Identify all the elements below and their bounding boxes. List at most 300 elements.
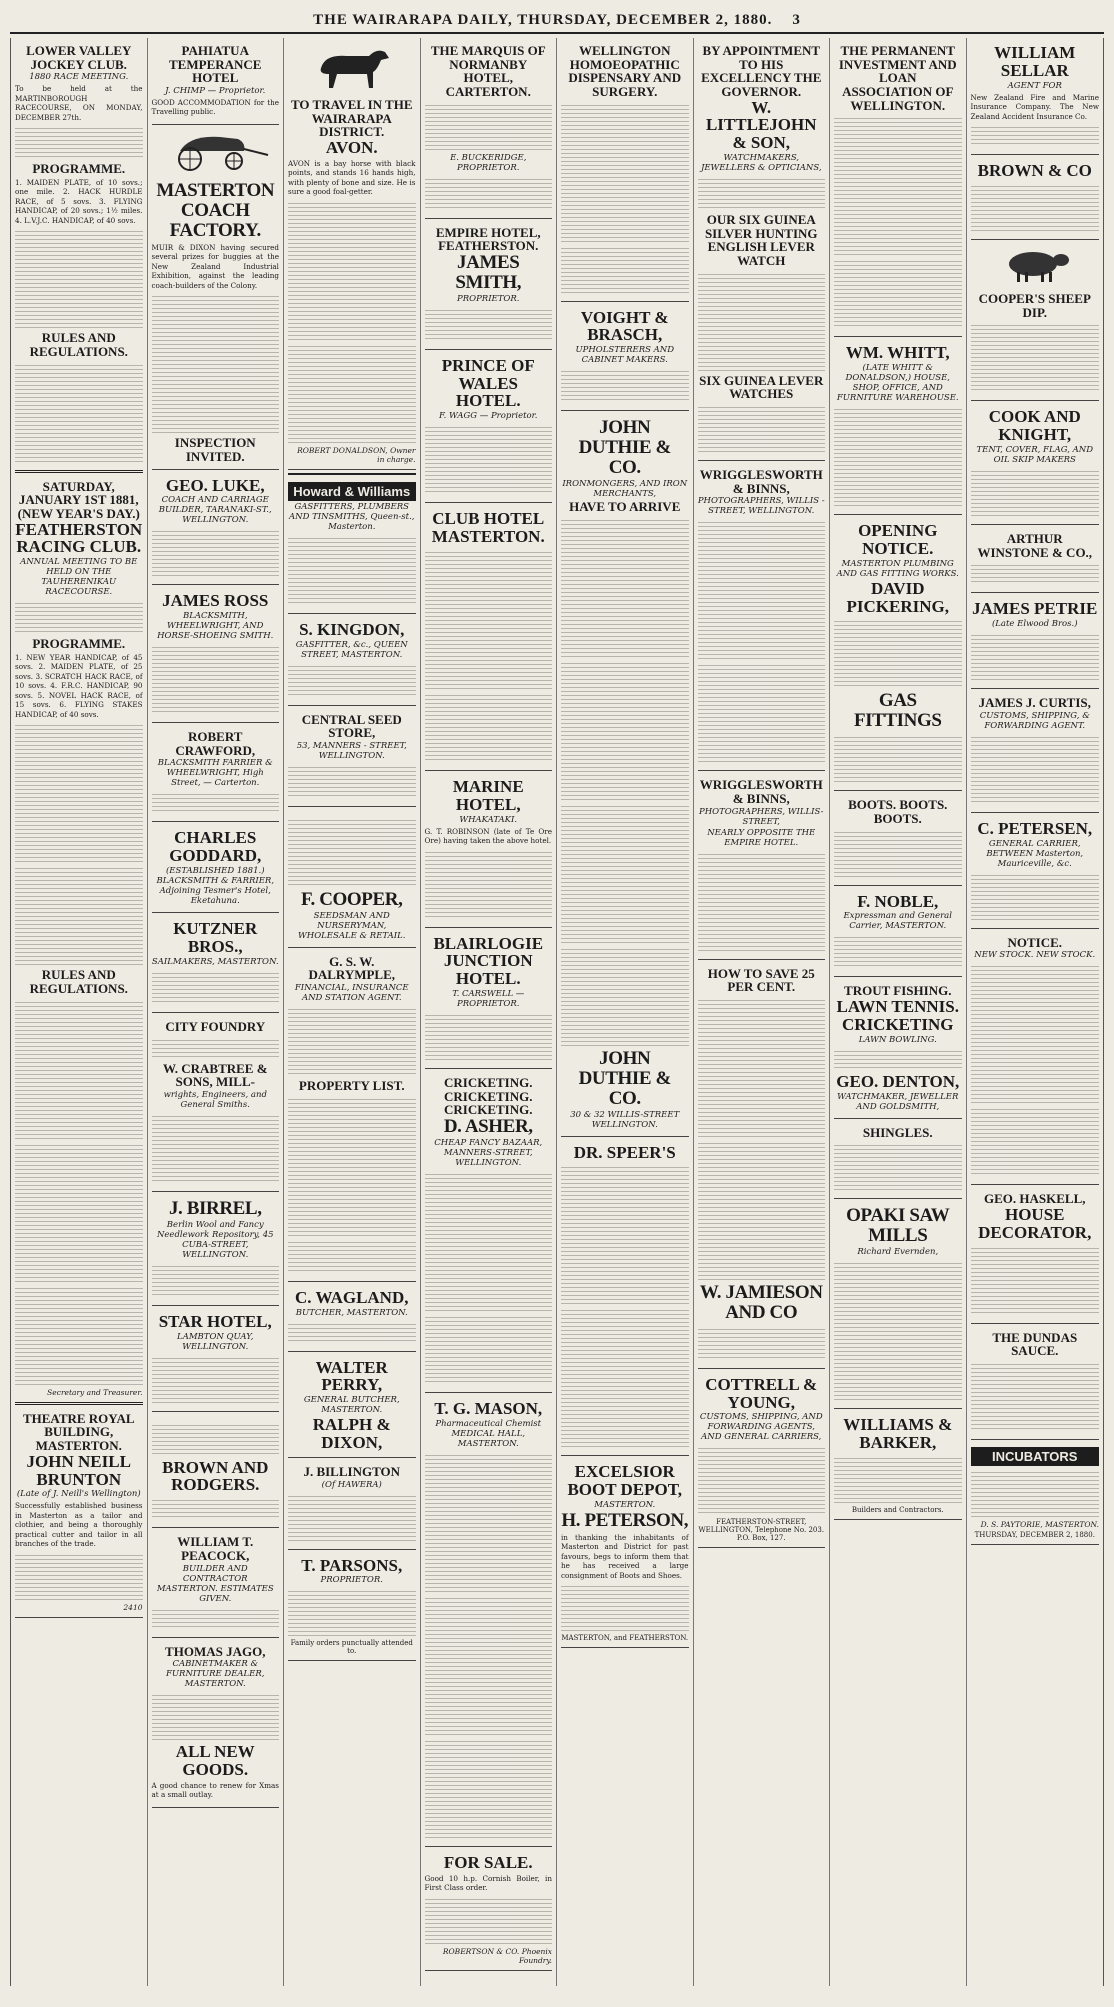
sailmaker-ad: [152, 916, 280, 1013]
billington-ad: [288, 1461, 416, 1550]
ad-signature: ROBERTSON & CO. Phoenix Foundry.: [442, 1946, 552, 1965]
ad-heading: THOMAS JAGO,: [165, 1643, 266, 1659]
ad-heading: GEO. HASKELL,: [984, 1191, 1086, 1207]
ad-subheading: 53, MANNERS - STREET, WELLINGTON.: [296, 740, 407, 761]
photographers-ad: [698, 464, 826, 771]
ad-heading: T. PARSONS,: [301, 1555, 403, 1575]
needlework-ad: [152, 1195, 280, 1306]
saw-mills-ad: [834, 1202, 962, 1409]
column-5: [557, 38, 694, 1986]
ad-heading: COTTRELL & YOUNG,: [705, 1374, 818, 1412]
ad-heading: EXCELSIOR BOOT DEPOT,: [567, 1462, 683, 1500]
text-block: [561, 803, 689, 943]
winstone-ad: [971, 528, 1100, 593]
ad-subheading: WATCHMAKER, JEWELLER AND GOLDSMITH,: [837, 1091, 959, 1112]
ad-footer: Builders and Contractors.: [851, 1505, 944, 1514]
text-block: [561, 368, 689, 402]
ad-heading: HAVE TO ARRIVE: [569, 499, 681, 515]
text-block: [152, 1497, 280, 1519]
text-block: [971, 872, 1100, 920]
text-block: [834, 406, 962, 506]
shingles-ad: [834, 1122, 962, 1200]
coachbuilder-ad: [152, 473, 280, 586]
ad-footer: Family orders punctually attended to.: [290, 1639, 413, 1656]
ad-body: MUIR & DIXON having secured several prizes for buggies at the New Zealand Industrial Exhibition, against the leading coach-builders of the Colony.: [151, 242, 279, 290]
upholsterers-ad: [561, 305, 689, 412]
ad-heading: PROGRAMME.: [32, 636, 126, 652]
ad-subheading: GASFITTER, &c., QUEEN STREET, MASTERTON.: [295, 639, 408, 660]
text-block: [698, 176, 826, 210]
star-hotel-ad: [152, 1309, 280, 1412]
text-block: [971, 468, 1100, 516]
ad-subheading: Richard Evernden,: [857, 1247, 939, 1258]
ad-heading: HOW TO SAVE 25 PER CENT.: [707, 965, 815, 995]
seed-store-ad: [288, 709, 416, 807]
text-block: [561, 245, 689, 293]
ad-heading: BLAIRLOGIE JUNCTION HOTEL.: [433, 933, 544, 989]
text-block: [288, 1588, 416, 1636]
ad-heading: AVON.: [325, 137, 378, 157]
text-block: [152, 1263, 280, 1297]
text-block: [288, 663, 416, 697]
text-block: [425, 849, 553, 919]
ad-subheading: PROPRIETOR.: [456, 293, 520, 304]
text-block: [971, 322, 1100, 392]
goddard-ad: [152, 825, 280, 913]
text-block: [288, 817, 416, 887]
text-block: [971, 632, 1100, 680]
ironmongers-ad: [561, 414, 689, 1136]
ad-heading: T. G. MASON,: [434, 1399, 543, 1419]
ad-subheading: CHEAP FANCY BAZAAR, MANNERS-STREET, WELLINGTON.: [434, 1138, 543, 1169]
text-block: [152, 1355, 280, 1403]
tailor-ad: [15, 1408, 143, 1618]
ad-heading: WM. WHITT,: [845, 343, 950, 363]
text-block: [425, 1171, 553, 1311]
ad-heading: RALPH & DIXON,: [312, 1415, 391, 1453]
ad-heading: COOK AND KNIGHT,: [988, 407, 1081, 445]
station-agent-ad: [288, 951, 416, 1282]
ad-subheading: COACH AND CARRIAGE BUILDER, TARANAKI-ST., WELLINGTON.: [158, 495, 272, 526]
text-block: [971, 1106, 1100, 1176]
text-block: [425, 692, 553, 762]
sheep-illustration-icon: [971, 244, 1100, 284]
text-block: [15, 1285, 143, 1385]
masthead: [10, 8, 1104, 34]
ad-heading: EMPIRE HOTEL, FEATHERSTON.: [435, 224, 541, 254]
text-block: [15, 1552, 143, 1600]
ad-subheading: BLACKSMITH FARRIER & WHEELWRIGHT, High Street, — Carterton.: [157, 758, 273, 789]
column-6: [694, 38, 831, 1986]
ad-heading: C. PETERSEN,: [977, 818, 1093, 838]
ad-heading: WALTER PERRY,: [315, 1357, 388, 1395]
builders-ad: [152, 1415, 280, 1529]
page-number: 3: [792, 11, 801, 28]
ad-heading: JAMES J. CURTIS,: [978, 695, 1091, 711]
text-block: [15, 362, 143, 462]
coach-factory-ad: [152, 177, 280, 470]
text-block: [834, 1455, 962, 1503]
ad-heading: W. LITTLEJOHN & SON,: [705, 97, 817, 153]
text-block: [425, 1452, 553, 1592]
ad-subheading: BUTCHER, MASTERTON.: [295, 1307, 408, 1318]
ad-heading: S. KINGDON,: [299, 619, 405, 639]
ad-subheading: WATCHMAKERS, JEWELLERS & OPTICIANS,: [700, 153, 822, 174]
ad-heading: THEATRE ROYAL BUILDING, MASTERTON.: [22, 1410, 135, 1454]
blacksmith-ad: [152, 588, 280, 723]
ad-subheading: SAILMAKERS, MASTERTON.: [151, 956, 279, 967]
text-block: [15, 999, 143, 1139]
ad-heading: CRICKETING. CRICKETING. CRICKETING.: [444, 1075, 533, 1118]
divider: [288, 473, 416, 475]
save-25-ad: [698, 963, 826, 1369]
ad-heading: F. COOPER,: [301, 888, 403, 910]
boiler-sale-ad: [425, 1850, 553, 1971]
text-block: [971, 562, 1100, 584]
text-block: [152, 1037, 280, 1059]
ad-heading: CHARLES GODDARD,: [169, 828, 262, 866]
insurance-agent-ad: [971, 40, 1100, 155]
sports-goods-ad: [834, 980, 962, 1118]
ad-subheading: CABINETMAKER & FURNITURE DEALER, MASTERTON.: [165, 1659, 265, 1690]
petrie-ad: [971, 596, 1100, 689]
text-block: [971, 963, 1100, 1103]
ad-heading: TROUT FISHING.: [844, 983, 952, 999]
ad-subheading: MASTERTON PLUMBING AND GAS FITTING WORKS.: [836, 558, 959, 579]
ad-subheading: 1880 RACE MEETING.: [29, 72, 129, 83]
ad-subheading: 30 & 32 WILLIS-STREET WELLINGTON.: [570, 1109, 680, 1130]
ad-heading: STAR HOTEL,: [158, 1311, 272, 1331]
text-block: [425, 1012, 553, 1060]
ad-heading: WILLIAM SELLAR: [994, 43, 1076, 80]
ad-heading: DAVID PICKERING,: [846, 578, 949, 616]
ad-heading: GEO. LUKE,: [165, 475, 265, 495]
ad-subheading: IRONMONGERS, AND IRON MERCHANTS,: [562, 479, 688, 500]
foundry-ad: [152, 1016, 280, 1192]
ad-subheading: PHOTOGRAPHERS, WILLIS - STREET, WELLINGTON.: [697, 496, 825, 517]
text-block: [15, 865, 143, 965]
ad-heading: WILLIAMS & BARKER,: [843, 1415, 953, 1452]
boot-depot-ad: [561, 1459, 689, 1648]
ad-heading: SIX GUINEA LEVER WATCHES: [699, 372, 824, 402]
ad-body: New Zealand Fire and Marine Insurance Company. The New Zealand Accident Insurance Co.: [970, 92, 1099, 121]
ad-heading: WRIGGLESWORTH & BINNS,: [699, 777, 823, 806]
text-block: [698, 519, 826, 659]
text-block: [288, 1493, 416, 1541]
prince-of-wales-ad: [425, 353, 553, 504]
text-block: [971, 1245, 1100, 1315]
ad-subheading: CUSTOMS, SHIPPING, & FORWARDING AGENT.: [979, 710, 1090, 731]
chemist-ad: [425, 1396, 553, 1847]
ad-body: Successfully established business in Masterton as a tailor and clothier, and being a thoroughly practical cutter and tailor in all branches of the trade.: [15, 1501, 143, 1549]
text-block: [425, 1896, 553, 1944]
ad-heading: WRIGGLESWORTH & BINNS,: [699, 466, 823, 496]
ad-heading: BROWN AND RODGERS.: [162, 1457, 269, 1495]
ad-subheading: UPHOLSTERERS AND CABINET MAKERS.: [575, 345, 675, 366]
ad-heading: PRINCE OF WALES HOTEL.: [441, 355, 535, 411]
blairlogie-hotel-ad: [425, 931, 553, 1070]
columns: [10, 38, 1104, 1986]
ad-heading: F. NOBLE,: [857, 891, 939, 911]
ad-subheading: NEW STOCK. NEW STOCK.: [974, 950, 1096, 961]
ad-body: in thanking the inhabitants of Masterton and District for past favours, begs to inform them that he has received a large consignment of Boots and Shoes.: [561, 1532, 689, 1580]
ad-footer: FEATHERSTON-STREET, WELLINGTON, Telephone No. 203. P.O. Box, 127.: [698, 1518, 825, 1543]
ad-heading: W. JAMIESON AND CO: [699, 1281, 823, 1323]
column-4: [421, 38, 558, 1986]
text-block: [288, 343, 416, 443]
ad-heading: ARTHUR WINSTONE & CO.,: [977, 531, 1093, 560]
homoeopathic-ad: [561, 40, 689, 302]
marine-hotel-ad: [425, 774, 553, 928]
text-block: [152, 1692, 280, 1740]
text-block: [425, 102, 553, 150]
text-block: [15, 228, 143, 328]
ad-heading: FOR SALE.: [443, 1852, 533, 1872]
text-block: [698, 997, 826, 1137]
text-block: [425, 424, 553, 494]
ad-heading: G. S. W. DALRYMPLE,: [308, 953, 396, 983]
ad-heading: CRICKETING: [842, 1014, 954, 1034]
ad-body: 1. NEW YEAR HANDICAP, of 45 sovs. 2. MAIDEN PLATE, of 25 sovs. 3. SCRATCH HACK RACE, of 10 sovs. 4. F.R.C. HANDICAP, 90 sovs. 5. NOVEL HACK RACE, of 15 sovs. 6. FLYING STAKES HANDICAP, of 40 sovs.: [15, 652, 143, 719]
ad-subheading: NEARLY OPPOSITE THE EMPIRE HOTEL.: [707, 827, 816, 848]
text-block: [152, 1607, 280, 1629]
ad-heading: LAWN TENNIS.: [836, 997, 959, 1017]
ad-heading: OPAKI SAW MILLS: [846, 1205, 950, 1247]
brown-co-ad: [971, 158, 1100, 240]
ad-signature: ROBERT DONALDSON, Owner in charge.: [297, 445, 416, 464]
ad-heading: J. BIRREL,: [168, 1197, 262, 1219]
ad-heading: D. ASHER,: [443, 1116, 533, 1138]
ad-heading: GAS FITTINGS: [853, 690, 942, 732]
text-block: [425, 307, 553, 341]
ad-subheading: ANNUAL MEETING TO BE HELD ON THE TAUHERENIKAU RACECOURSE.: [20, 557, 138, 598]
ad-heading: RULES AND REGULATIONS.: [29, 967, 128, 997]
ad-heading: PAHIATUA TEMPERANCE HOTEL: [169, 43, 262, 86]
column-2: [148, 38, 285, 1986]
ad-heading: VOIGHT & BRASCH,: [580, 307, 669, 345]
text-block: [288, 1096, 416, 1236]
text-block: [15, 125, 143, 159]
carrier-ad: [834, 889, 962, 978]
ad-banner: INCUBATORS: [971, 1447, 1100, 1466]
text-block: [152, 970, 280, 1004]
ad-heading: JAMES SMITH,: [455, 251, 522, 293]
ad-heading: JAMES ROSS: [162, 591, 269, 611]
ad-footer: MASTERTON, and FEATHERSTON.: [561, 1634, 689, 1643]
ad-heading: PROGRAMME.: [32, 161, 126, 177]
warehouse-ad: [834, 340, 962, 515]
parsons-ad: [288, 1553, 416, 1662]
horse-illustration-icon: [288, 44, 416, 90]
text-block: [152, 528, 280, 576]
cabinetmaker-ad: [152, 1641, 280, 1808]
ad-subheading: Berlin Wool and Fancy Needlework Repository, 45 CUBA-STREET, WELLINGTON.: [156, 1219, 274, 1260]
ad-heading: WILLIAM T. PEACOCK,: [177, 1534, 254, 1563]
ad-heading: CITY FOUNDRY: [165, 1018, 266, 1034]
ad-heading: CENTRAL SEED STORE,: [301, 711, 402, 741]
ad-subheading: wrights, Engineers, and General Smiths.: [163, 1089, 267, 1110]
ad-subheading: LAWN BOWLING.: [858, 1034, 937, 1045]
temperance-hotel-ad: [152, 40, 280, 125]
farrier-ad: [152, 726, 280, 822]
ad-banner: Howard & Williams: [288, 482, 416, 501]
new-stock-notice: [971, 932, 1100, 1186]
ad-subheading: F. WAGG — Proprietor.: [439, 411, 538, 422]
ad-subheading: Pharmaceutical Chemist MEDICAL HALL, MASTERTON.: [435, 1418, 542, 1449]
cricketing-ad: [425, 1072, 553, 1393]
text-block: [561, 1164, 689, 1304]
ad-body: 1. MAIDEN PLATE, of 10 sovs.; one mile. 2. HACK HURDLE RACE, of 5 sovs. 3. FLYING HANDICAP, of 20 sovs.; 1½ miles. 4. L.V.J.C. HANDICAP, of 40 sovs.: [15, 177, 143, 225]
ad-heading: SHINGLES.: [862, 1124, 933, 1140]
ad-heading: KUTZNER BROS.,: [173, 919, 258, 957]
normanby-hotel-ad: [425, 40, 553, 219]
text-block: [971, 734, 1100, 804]
ad-heading: C. WAGLAND,: [294, 1287, 409, 1307]
text-block: [698, 1445, 826, 1515]
ad-heading: MASTERTON COACH FACTORY.: [156, 179, 275, 241]
text-block: [561, 1307, 689, 1447]
boots-ad: [834, 794, 962, 885]
plumbers-ad: [288, 478, 416, 614]
text-block: [15, 722, 143, 862]
ad-subheading: PROPRIETOR.: [320, 1575, 383, 1586]
column-1: [11, 38, 148, 1986]
ad-subheading: PHOTOGRAPHERS, WILLIS-STREET,: [699, 806, 824, 827]
ad-heading: RULES AND REGULATIONS.: [29, 330, 128, 360]
decorator-ad: [971, 1188, 1100, 1323]
ad-subheading: GENERAL BUTCHER, MASTERTON.: [303, 1395, 400, 1416]
ad-subheading: (LATE WHITT & DONALDSON,) HOUSE, SHOP, OFFICE, AND FURNITURE WAREHOUSE.: [836, 363, 959, 404]
ad-heading: BOOTS. BOOTS. BOOTS.: [848, 797, 948, 826]
plumbing-works-ad: [834, 518, 962, 791]
ad-body: GOOD ACCOMMODATION for the Travelling public.: [151, 97, 279, 117]
featherston-racing-notice: [15, 476, 143, 1405]
text-block: [152, 1113, 280, 1183]
text-block: [152, 791, 280, 813]
text-block: [425, 176, 553, 210]
ad-heading: BROWN & CO: [977, 161, 1092, 181]
text-block: [15, 1142, 143, 1282]
ad-heading: JOHN DUTHIE & CO.: [578, 1047, 671, 1109]
text-block: [834, 829, 962, 877]
text-block: [425, 1738, 553, 1838]
ad-heading: H. PETERSON,: [561, 1510, 689, 1532]
ad-subheading: SEEDSMAN AND NURSERYMAN, WHOLESALE & RETAIL.: [298, 910, 406, 941]
ad-subheading: BLACKSMITH, WHEELWRIGHT, AND HORSE-SHOEING SMITH.: [157, 611, 274, 642]
ad-heading: J. BILLINGTON: [303, 1463, 401, 1479]
ad-subheading: GENERAL CARRIER, BETWEEN Masterton, Mauriceville, &c.: [986, 838, 1084, 869]
ad-heading: OPENING NOTICE.: [858, 521, 938, 558]
ad-heading: DR. SPEER'S: [573, 1142, 676, 1162]
ad-heading: OUR SIX GUINEA SILVER HUNTING ENGLISH LEVER WATCH: [704, 212, 818, 269]
ad-heading: LOWER VALLEY JOCKEY CLUB.: [26, 43, 132, 72]
ad-subheading: (Late of J. Neill's Wellington): [16, 1489, 141, 1500]
text-block: [834, 618, 962, 688]
ad-heading: NOTICE.: [1007, 934, 1063, 950]
ad-heading: SATURDAY, JANUARY 1ST 1881, (NEW YEAR'S DAY.): [17, 478, 140, 521]
ad-subheading: AGENT FOR: [1007, 80, 1062, 91]
peacock-ad: [152, 1531, 280, 1637]
ad-heading: THE MARQUIS OF NORMANBY HOTEL, CARTERTON.: [430, 43, 546, 99]
text-block: [561, 102, 689, 242]
ad-heading: JOHN NEILL BRUNTON: [26, 1451, 131, 1489]
text-block: [288, 1239, 416, 1273]
ad-subheading: WHAKATAKI.: [459, 814, 518, 825]
curtis-ad: [971, 692, 1100, 813]
ad-subheading: T. CARSWELL — PROPRIETOR.: [452, 989, 525, 1010]
text-block: [152, 1422, 280, 1456]
text-block: [425, 1314, 553, 1384]
ad-subheading: BUILDER AND CONTRACTOR MASTERTON. ESTIMATES GIVEN.: [156, 1563, 274, 1604]
text-block: [425, 549, 553, 689]
ad-heading: TO TRAVEL IN THE WAIRARAPA DISTRICT.: [290, 97, 413, 140]
text-block: [288, 200, 416, 340]
text-block: [152, 293, 280, 433]
ad-heading: ROBERT CRAWFORD,: [175, 729, 256, 758]
text-block: [834, 1260, 962, 1400]
watchmakers-ad: [698, 40, 826, 461]
gasfitter-ad: [288, 617, 416, 706]
ad-signature: Secretary and Treasurer.: [47, 1387, 143, 1397]
tent-makers-ad: [971, 404, 1100, 525]
text-block: [834, 934, 962, 968]
ad-subheading: FINANCIAL, INSURANCE AND STATION AGENT.: [294, 983, 409, 1004]
ad-heading: PROPERTY LIST.: [298, 1078, 405, 1094]
ad-number: 2410: [123, 1602, 143, 1612]
text-block: [834, 115, 962, 255]
shipping-agents-ad: [698, 1372, 826, 1549]
text-block: [561, 517, 689, 657]
ad-heading: JAMES PETRIE: [972, 599, 1098, 619]
text-block: [698, 1140, 826, 1280]
text-block: [561, 946, 689, 1046]
text-block: [288, 1006, 416, 1076]
carriage-illustration-icon: [152, 129, 280, 173]
ad-subheading: MASTERTON.: [594, 1500, 656, 1511]
masthead-title: THE WAIRARAPA DAILY, THURSDAY, DECEMBER 2, 1880.: [313, 11, 773, 28]
text-block: [834, 258, 962, 328]
ad-subheading: (ESTABLISHED 1881.) BLACKSMITH & FARRIER, Adjoining Tesmer's Hotel, Eketahuna.: [156, 866, 275, 907]
ad-heading: JOHN DUTHIE & CO.: [578, 417, 671, 479]
ad-heading: INSPECTION INVITED.: [174, 435, 256, 464]
loan-association-ad: [834, 40, 962, 337]
text-block: [288, 1321, 416, 1343]
ad-subheading: (Late Elwood Bros.): [991, 619, 1078, 630]
text-block: [698, 1326, 826, 1360]
ad-subheading: TENT, COVER, FLAG, AND OIL SKIP MAKERS: [976, 445, 1094, 465]
ad-footer: THURSDAY, DECEMBER 2, 1880.: [974, 1530, 1095, 1539]
ad-heading: MARINE HOTEL,: [452, 776, 524, 814]
ad-heading: THE PERMANENT INVESTMENT AND LOAN ASSOCIATION OF WELLINGTON.: [838, 43, 957, 113]
sauce-ad: [971, 1327, 1100, 1440]
empire-hotel-ad: [425, 222, 553, 350]
builders-ad-2: [834, 1412, 962, 1520]
ad-signature: D. S. PAYTORIE, MASTERTON.: [980, 1519, 1099, 1529]
text-block: [698, 851, 826, 951]
text-block: [15, 600, 143, 634]
ad-subheading: LAMBTON QUAY, WELLINGTON.: [177, 1331, 254, 1352]
text-block: [288, 764, 416, 798]
text-block: [971, 1469, 1100, 1517]
ad-heading: THE DUNDAS SAUCE.: [992, 1329, 1078, 1359]
column-8: [967, 38, 1104, 1986]
incubators-ad: [971, 1443, 1100, 1545]
ad-heading: HOUSE DECORATOR,: [978, 1204, 1092, 1242]
text-block: [834, 1142, 962, 1190]
text-block: [425, 1595, 553, 1735]
club-hotel-ad: [425, 506, 553, 771]
ad-heading: W. CRABTREE & SONS, MILL-: [162, 1060, 268, 1090]
